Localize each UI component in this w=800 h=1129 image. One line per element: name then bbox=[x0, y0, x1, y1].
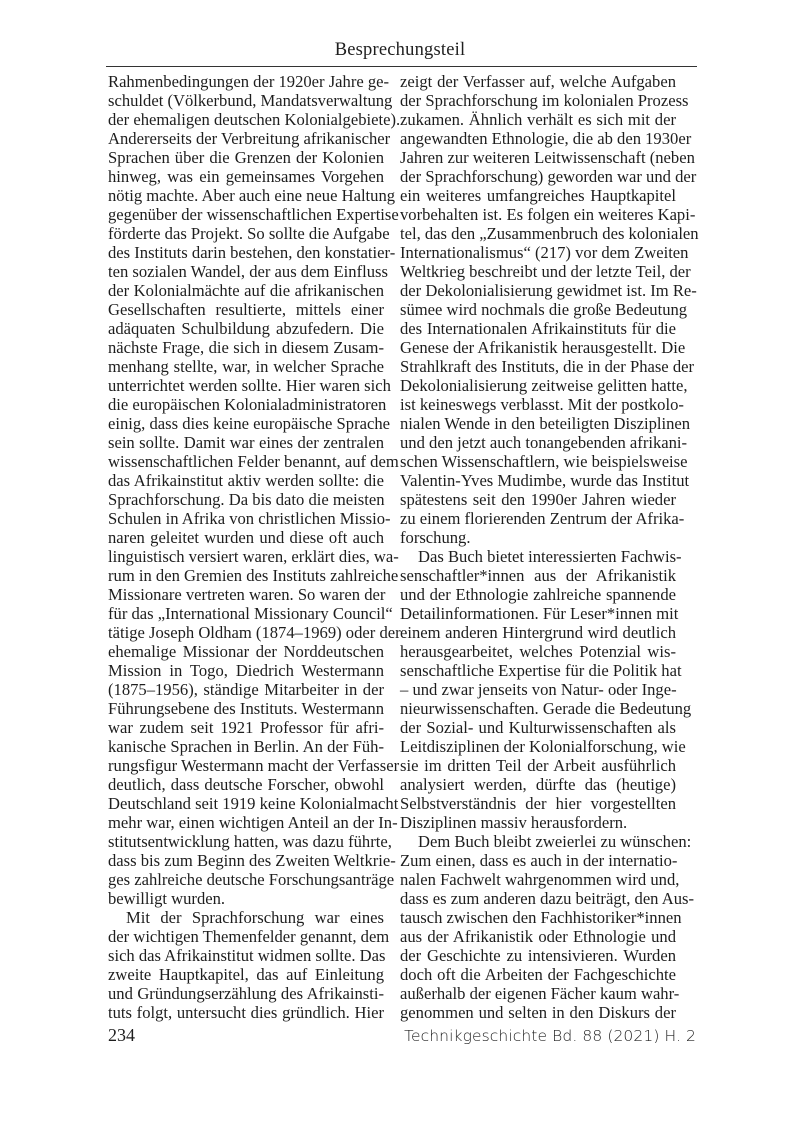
text-line: und der Ethnologie zahlreiche spannende bbox=[400, 585, 676, 604]
text-line: sein sollte. Damit war eines der zentralen bbox=[108, 433, 384, 452]
text-line: sich das Afrikainstitut widmen sollte. Das bbox=[108, 946, 386, 965]
right-column bbox=[400, 72, 699, 1022]
text-line: einig, dass dies keine europäische Sprache bbox=[108, 414, 390, 433]
text-line: der Kolonialmächte auf die afrikanischen bbox=[108, 281, 384, 300]
text-line: senschaftliche Expertise für die Politik hat bbox=[400, 661, 682, 680]
text-line: Weltkrieg beschreibt und der letzte Teil, der bbox=[400, 262, 691, 281]
text-line: herausgearbeitet, welches Potenzial wis- bbox=[400, 642, 676, 661]
text-line: tätige Joseph Oldham (1874–1969) oder der bbox=[108, 623, 401, 642]
text-line: rum in den Gremien des Instituts zahlreiche bbox=[108, 566, 399, 585]
text-line: kanische Sprachen in Berlin. An der Füh- bbox=[108, 737, 384, 756]
text-line: nieurwissenschaften. Gerade die Bedeutung bbox=[400, 699, 692, 718]
text-line: Zum einen, dass es auch in der internatio- bbox=[400, 851, 678, 870]
text-line: rungsfigur Westermann macht der Verfasser bbox=[108, 756, 400, 775]
text-line: zukamen. Ähnlich verhält es sich mit der bbox=[400, 110, 676, 129]
text-line: schuldet (Völkerbund, Mandatsverwaltung bbox=[108, 91, 393, 110]
text-line: sümee wird nochmals die große Bedeutung bbox=[400, 300, 688, 319]
text-line: menhang stellte, war, in welcher Sprache bbox=[108, 357, 384, 376]
section-title: Besprechungsteil bbox=[334, 40, 466, 60]
text-line: aus der Afrikanistik oder Ethnologie und bbox=[400, 927, 676, 946]
text-line: außerhalb der eigenen Fächer kaum wahr- bbox=[400, 984, 680, 1003]
text-line: nötig machte. Aber auch eine neue Haltung bbox=[108, 186, 396, 205]
text-line: Schulen in Afrika von christlichen Missio- bbox=[108, 509, 391, 528]
text-line: war zudem seit 1921 Professor für afri- bbox=[108, 718, 384, 737]
text-line: analysiert werden, dürfte das (heutige) bbox=[400, 775, 676, 794]
text-line: Dem Buch bleibt zweierlei zu wünschen: bbox=[418, 832, 692, 851]
text-line: ein weiteres umfangreiches Hauptkapitel bbox=[400, 186, 676, 205]
left-column bbox=[108, 72, 401, 1022]
text-line: naren geleitet wurden und diese oft auch bbox=[108, 528, 384, 547]
text-line: einem anderen Hintergrund wird deutlich bbox=[400, 623, 676, 642]
text-line: Dekolonialisierung zeitweise gelitten hatte, bbox=[400, 376, 688, 395]
text-line: nialen Wende in den beteiligten Disziplinen bbox=[400, 414, 691, 433]
text-line: zweite Hauptkapitel, das auf Einleitung bbox=[108, 965, 384, 984]
text-line: Das Buch bietet interessierten Fachwis- bbox=[418, 547, 682, 566]
text-line: ist keineswegs verblasst. Mit der postkolo- bbox=[400, 395, 684, 414]
text-line: adäquaten Schulbildung abzufedern. Die bbox=[108, 319, 384, 338]
text-line: des Instituts darin bestehen, den konstatier- bbox=[108, 243, 396, 262]
text-line: gegenüber der wissenschaftlichen Expertise bbox=[108, 205, 399, 224]
text-line: schen Wissenschaftlern, wie beispielsweise bbox=[400, 452, 688, 471]
text-line: Selbstverständnis der hier vorgestellten bbox=[400, 794, 676, 813]
text-line: Andererseits der Verbreitung afrikanischer bbox=[108, 129, 391, 148]
text-line: vorbehalten ist. Es folgen ein weiteres Kapi- bbox=[400, 205, 696, 224]
text-line: ges zahlreiche deutsche Forschungsanträge bbox=[108, 870, 395, 889]
text-line: genommen und selten in den Diskurs der bbox=[400, 1003, 676, 1022]
text-line: Sprachforschung. Da bis dato die meisten bbox=[108, 490, 385, 509]
text-line: mehr war, einen wichtigen Anteil an der In- bbox=[108, 813, 398, 832]
text-line: Gesellschaften resultierte, mittels einer bbox=[108, 300, 384, 319]
text-line: und Gründungserzählung des Afrikainsti- bbox=[108, 984, 384, 1003]
text-line: forschung. bbox=[400, 528, 471, 547]
text-line: bewilligt wurden. bbox=[108, 889, 226, 908]
text-line: der Sprachforschung im kolonialen Prozess bbox=[400, 91, 689, 110]
text-line: hinweg, was ein gemeinsames Vorgehen bbox=[108, 167, 384, 186]
page-number: 234 bbox=[108, 1025, 135, 1045]
text-line: zeigt der Verfasser auf, welche Aufgaben bbox=[400, 72, 676, 91]
text-line: tel, das den „Zusammenbruch des kolonialen bbox=[400, 224, 699, 243]
text-line: und den jetzt auch tonangebenden afrikani- bbox=[400, 433, 688, 452]
text-line: Mission in Togo, Diedrich Westermann bbox=[108, 661, 384, 680]
text-line: Jahren zur weiteren Leitwissenschaft (neben bbox=[400, 148, 695, 167]
text-line: Mit der Sprachforschung war eines bbox=[126, 908, 384, 927]
text-line: Leitdisziplinen der Kolonialforschung, wie bbox=[400, 737, 686, 756]
journal-citation: Technikgeschichte Bd. 88 (2021) H. 2 bbox=[404, 1027, 696, 1045]
text-line: sie im dritten Teil der Arbeit ausführlich bbox=[400, 756, 676, 775]
text-line: nächste Frage, die sich in diesem Zusam- bbox=[108, 338, 384, 357]
text-line: der Sozial- und Kulturwissenschaften als bbox=[400, 718, 676, 737]
text-line: nalen Fachwelt wahrgenommen wird und, bbox=[400, 870, 680, 889]
text-line: der Sprachforschung) geworden war und der bbox=[400, 167, 697, 186]
text-line: doch oft die Arbeiten der Fachgeschichte bbox=[400, 965, 676, 984]
text-line: der Dekolonialisierung gewidmet ist. Im Re- bbox=[400, 281, 697, 300]
text-line: (1875–1956), ständige Mitarbeiter in der bbox=[108, 680, 384, 699]
text-line: ehemalige Missionar der Norddeutschen bbox=[108, 642, 384, 661]
text-line: der wichtigen Themenfelder genannt, dem bbox=[108, 927, 390, 946]
text-line: wissenschaftlichen Felder benannt, auf dem bbox=[108, 452, 399, 471]
text-line: förderte das Projekt. So sollte die Aufgabe bbox=[108, 224, 390, 243]
text-line: ten sozialen Wandel, der aus dem Einfluss bbox=[108, 262, 388, 281]
text-line: der Geschichte zu intensivieren. Wurden bbox=[400, 946, 676, 965]
text-line: für das „International Missionary Council“ bbox=[108, 604, 393, 623]
text-line: unterrichtet werden sollte. Hier waren sich bbox=[108, 376, 391, 395]
text-line: Valentin-Yves Mudimbe, wurde das Institut bbox=[400, 471, 690, 490]
text-line: die europäischen Kolonialadministratoren bbox=[108, 395, 387, 414]
text-line: Genese der Afrikanistik herausgestellt. Die bbox=[400, 338, 686, 357]
text-line: tuts folgt, untersucht dies gründlich. Hier bbox=[108, 1003, 384, 1022]
text-line: Missionare vertreten waren. So waren der bbox=[108, 585, 386, 604]
text-line: Sprachen über die Grenzen der Kolonien bbox=[108, 148, 384, 167]
text-line: senschaftler*innen aus der Afrikanistik bbox=[400, 566, 676, 585]
text-line: der ehemaligen deutschen Kolonialgebiete). bbox=[108, 110, 401, 129]
text-line: Rahmenbedingungen der 1920er Jahre ge- bbox=[108, 72, 390, 91]
text-line: linguistisch versiert waren, erklärt dies, wa- bbox=[108, 547, 399, 566]
text-line: Internationalismus“ (217) vor dem Zweiten bbox=[400, 243, 689, 262]
text-line: stitutsentwicklung hatten, was dazu führte, bbox=[108, 832, 392, 851]
text-line: – und zwar jenseits von Natur- oder Inge- bbox=[400, 680, 677, 699]
text-line: angewandten Ethnologie, die ab den 1930er bbox=[400, 129, 692, 148]
text-line: Führungsebene des Instituts. Westermann bbox=[108, 699, 384, 718]
text-line: Detailinformationen. Für Leser*innen mit bbox=[400, 604, 679, 623]
text-line: tausch zwischen den Fachhistoriker*innen bbox=[400, 908, 682, 927]
text-line: Strahlkraft des Instituts, die in der Phase der bbox=[400, 357, 695, 376]
text-line: Deutschland seit 1919 keine Kolonialmacht bbox=[108, 794, 399, 813]
text-line: dass es zum anderen dazu beiträgt, den Aus- bbox=[400, 889, 694, 908]
text-line: deutlich, dass deutsche Forscher, obwohl bbox=[108, 775, 384, 794]
text-line: zu einem florierenden Zentrum der Afrika- bbox=[400, 509, 685, 528]
header-rule bbox=[106, 66, 697, 67]
text-line: Disziplinen massiv herausfordern. bbox=[400, 813, 628, 832]
text-line: spätestens seit den 1990er Jahren wieder bbox=[400, 490, 676, 509]
text-line: das Afrikainstitut aktiv werden sollte: die bbox=[108, 471, 384, 490]
text-line: des Internationalen Afrikainstituts für die bbox=[400, 319, 676, 338]
text-line: dass bis zum Beginn des Zweiten Weltkrie- bbox=[108, 851, 396, 870]
